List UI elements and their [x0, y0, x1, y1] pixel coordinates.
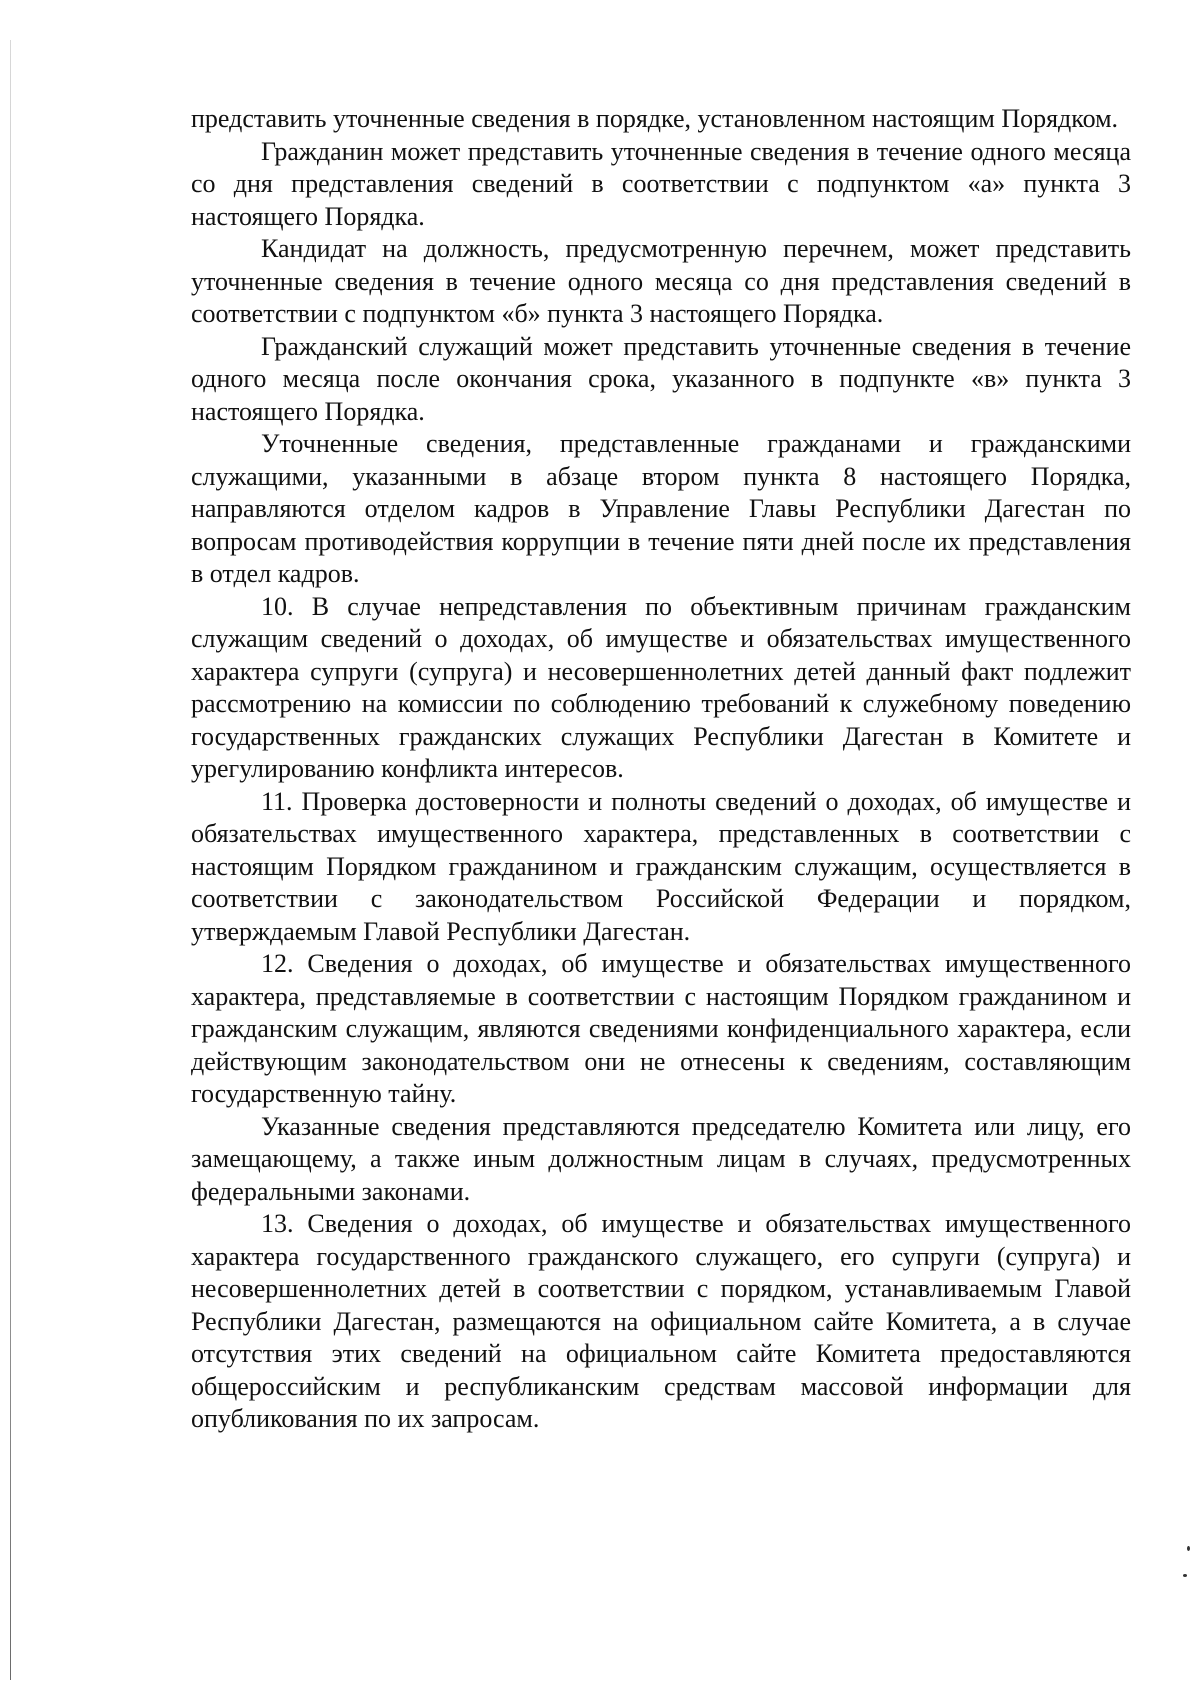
- scan-edge-line: [10, 40, 11, 1680]
- paragraph-item-11: 11. Проверка достоверности и полноты сведений о доходах, об имуществе и обязательствах имущественного характера, представленных в соответствии с настоящим Порядком гражданином и гражданским служащим, осуществляется в соответствии с законодательством Российской Федерации и порядком, утверждаемым Главой Республики Дагестан.: [191, 786, 1131, 946]
- document-body: [191, 103, 1131, 1436]
- scan-speck: [1187, 1546, 1190, 1551]
- paragraph-item-12-access: Указанные сведения представляются председателю Комитета или лицу, его замещающему, а также иным должностным лицам в случаях, предусмотренных федеральными законами.: [191, 1111, 1131, 1206]
- paragraph-item-10: 10. В случае непредставления по объективным причинам гражданским служащим сведений о доходах, об имуществе и обязательствах имущественного характера супруги (супруга) и несовершеннолетних детей данный факт подлежит рассмотрению на комиссии по соблюдению требований к служебному поведению государственных гражданских служащих Республики Дагестан в Комитете и урегулированию конфликта интересов.: [191, 591, 1131, 783]
- paragraph-candidate-clarification: Кандидат на должность, предусмотренную перечнем, может представить уточненные сведения в течение одного месяца со дня представления сведений в соответствии с подпунктом «б» пункта 3 настоящего Порядка.: [191, 234, 1131, 328]
- paragraph-clarified-info-forwarding: Уточненные сведения, представленные гражданами и гражданскими служащими, указанными в абзаце втором пункта 8 настоящего Порядка, направляются отделом кадров в Управление Главы Республики Дагестан по вопросам противодействия коррупции в течение пяти дней после их представления в отдел кадров.: [191, 429, 1131, 588]
- paragraph-item-12: 12. Сведения о доходах, об имуществе и обязательствах имущественного характера, представляемые в соответствии с настоящим Порядком гражданином и гражданским служащим, являются сведениями конфиденциального характера, если действующим законодательством они не отнесены к сведениям, составляющим государственную тайну.: [191, 949, 1131, 1108]
- paragraph-continuation: представить уточненные сведения в порядке, установленном настоящим Порядком.: [191, 104, 1119, 133]
- paragraph-item-13: 13. Сведения о доходах, об имуществе и обязательствах имущественного характера государственного гражданского служащего, его супруги (супруга) и несовершеннолетних детей в соответствии с порядком, устанавливаемым Главой Республики Дагестан, размещаются на официальном сайте Комитета, а в случае отсутствия этих сведений на официальном сайте Комитета предоставляются общероссийским и республиканским средствам массовой информации для опубликования по их запросам.: [191, 1209, 1131, 1433]
- paragraph-citizen-clarification: Гражданин может представить уточненные сведения в течение одного месяца со дня представления сведений в соответствии с подпунктом «а» пункта 3 настоящего Порядка.: [191, 136, 1131, 231]
- paragraph-civil-servant-clarification: Гражданский служащий может представить уточненные сведения в течение одного месяца после окончания срока, указанного в подпункте «в» пункта 3 настоящего Порядка.: [191, 331, 1131, 426]
- scan-speck: [1183, 1574, 1187, 1577]
